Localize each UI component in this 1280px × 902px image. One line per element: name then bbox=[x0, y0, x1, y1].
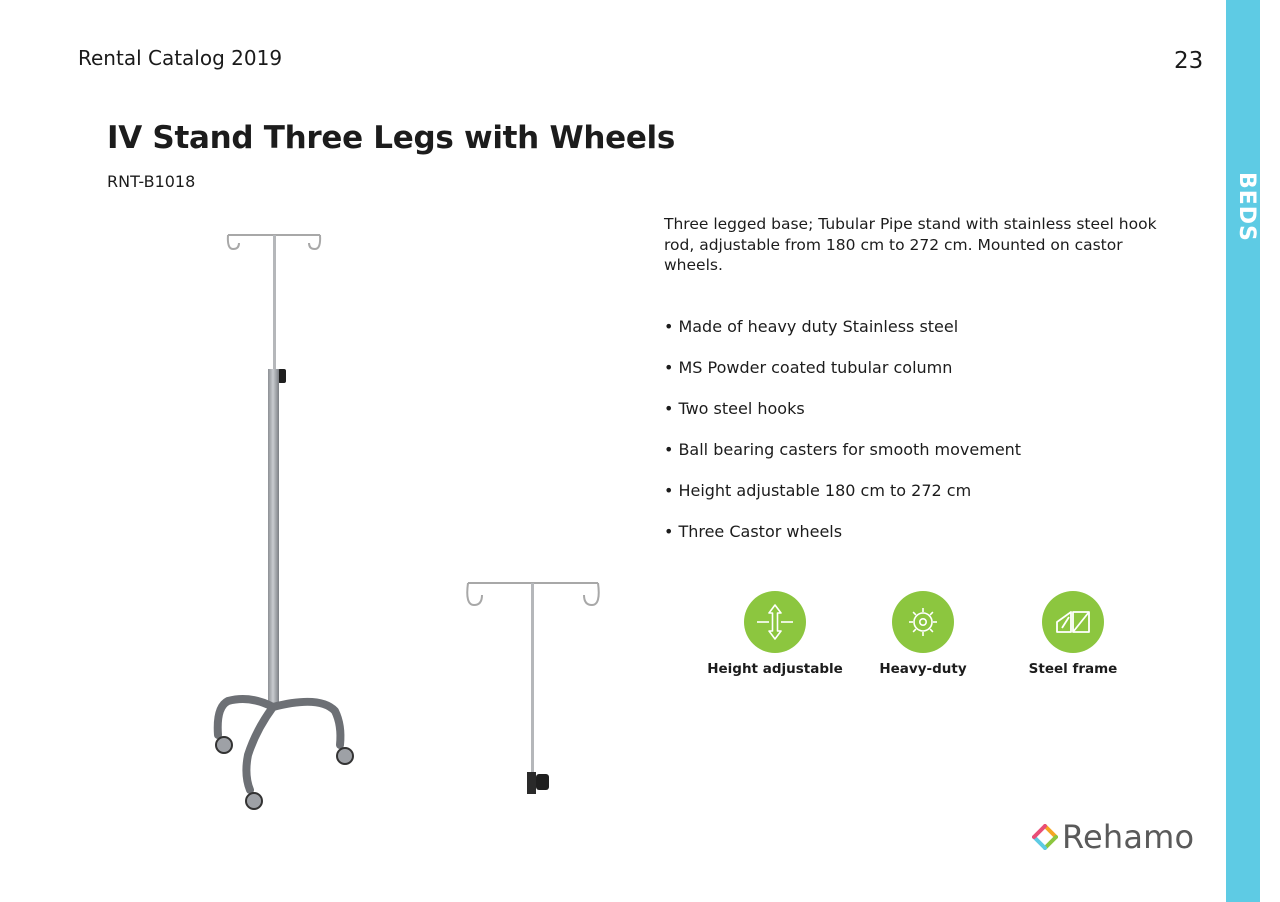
iv-stand-full-image bbox=[200, 225, 370, 820]
feature-text: Two steel hooks bbox=[678, 399, 805, 418]
list-item bbox=[664, 357, 1021, 398]
badge-label: Heavy-duty bbox=[879, 661, 967, 677]
bullet-icon: • bbox=[664, 399, 674, 418]
rehamo-logo-icon bbox=[1032, 824, 1058, 850]
feature-text: Made of heavy duty Stainless steel bbox=[678, 317, 959, 336]
steel-frame-icon bbox=[1042, 591, 1104, 653]
product-code: RNT-B1018 bbox=[107, 172, 196, 191]
list-item bbox=[664, 480, 1021, 521]
feature-text: Height adjustable 180 cm to 272 cm bbox=[678, 481, 972, 500]
heavy-duty-icon bbox=[892, 591, 954, 653]
brand-name: Rehamo bbox=[1062, 818, 1195, 856]
page-number: 23 bbox=[1174, 48, 1204, 74]
bullet-icon: • bbox=[664, 440, 674, 459]
product-description: Three legged base; Tubular Pipe stand with stainless steel hook rod, adjustable from 180 cm to 272 cm. Mounted on castor wheels. bbox=[664, 215, 1157, 274]
list-item bbox=[664, 316, 1021, 357]
bullet-icon: • bbox=[664, 481, 674, 500]
list-item bbox=[664, 439, 1021, 480]
feature-list bbox=[664, 316, 1021, 562]
feature-text: MS Powder coated tubular column bbox=[678, 358, 953, 377]
iv-stand-hook-detail-image bbox=[460, 575, 610, 797]
badge-heavy-duty bbox=[853, 591, 993, 677]
height-adjustable-icon bbox=[744, 591, 806, 653]
bullet-icon: • bbox=[664, 522, 674, 541]
feature-text: Ball bearing casters for smooth movement bbox=[678, 440, 1022, 459]
badge-label: Steel frame bbox=[1028, 661, 1118, 677]
product-title: IV Stand Three Legs with Wheels bbox=[107, 120, 676, 156]
sidebar-band bbox=[1226, 0, 1260, 902]
bullet-icon: • bbox=[664, 317, 674, 336]
list-item bbox=[664, 521, 1021, 562]
badge-steel-frame bbox=[1003, 591, 1143, 677]
catalog-title: Rental Catalog 2019 bbox=[78, 46, 283, 70]
brand-logo bbox=[1032, 818, 1194, 856]
bullet-icon: • bbox=[664, 358, 674, 377]
list-item bbox=[664, 398, 1021, 439]
feature-text: Three Castor wheels bbox=[678, 522, 843, 541]
badge-label: Height adjustable bbox=[707, 661, 843, 677]
section-label: BEDS bbox=[1234, 172, 1259, 242]
badge-height-adjustable bbox=[705, 591, 845, 677]
